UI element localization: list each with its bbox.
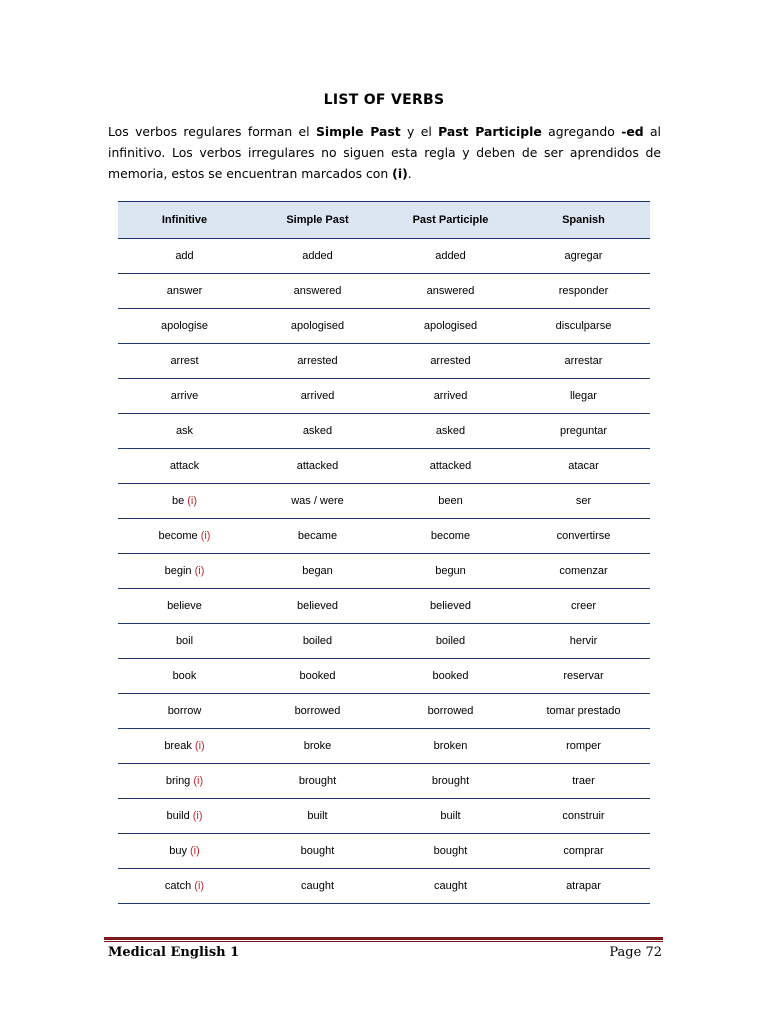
table-row [118, 344, 650, 379]
infinitive-text: bring [165, 775, 191, 787]
cell-simple-past: broke [251, 729, 384, 764]
cell-infinitive [118, 274, 251, 309]
cell-past-participle: caught [384, 869, 517, 904]
footer-divider [104, 937, 663, 940]
cell-infinitive [118, 449, 251, 484]
infinitive-text: catch [164, 880, 192, 892]
verbs-table [118, 201, 650, 904]
table-row [118, 764, 650, 799]
cell-past-participle: booked [384, 659, 517, 694]
cell-spanish: ser [517, 484, 650, 519]
table-row [118, 834, 650, 869]
cell-spanish: arrestar [517, 344, 650, 379]
infinitive-text: add [175, 250, 194, 262]
cell-infinitive [118, 344, 251, 379]
table-row [118, 869, 650, 904]
cell-past-participle: borrowed [384, 694, 517, 729]
cell-past-participle: attacked [384, 449, 517, 484]
footer-page-number: Page 72 [609, 945, 662, 960]
irregular-marker: (i) [194, 565, 205, 577]
table-row [118, 519, 650, 554]
irregular-marker: (i) [194, 880, 205, 892]
infinitive-text: arrest [170, 355, 199, 367]
infinitive-text: begin [164, 565, 192, 577]
cell-spanish: atacar [517, 449, 650, 484]
cell-spanish: tomar prestado [517, 694, 650, 729]
infinitive-text: become [158, 530, 198, 542]
table-row [118, 799, 650, 834]
cell-past-participle: apologised [384, 309, 517, 344]
cell-infinitive [118, 764, 251, 799]
cell-simple-past: booked [251, 659, 384, 694]
intro-text: . [407, 166, 412, 181]
cell-simple-past: asked [251, 414, 384, 449]
table-row [118, 554, 650, 589]
cell-simple-past: added [251, 239, 384, 274]
infinitive-text: apologise [160, 320, 209, 332]
cell-simple-past: bought [251, 834, 384, 869]
cell-past-participle: boiled [384, 624, 517, 659]
cell-simple-past: borrowed [251, 694, 384, 729]
cell-spanish: traer [517, 764, 650, 799]
intro-text: al infinitivo. Los verbos irregulares no siguen esta regla y deben de ser aprendidos de memoria, estos se encuentran marcados con [108, 124, 661, 181]
table-header-row [118, 202, 650, 239]
intro-paragraph [108, 121, 661, 184]
cell-spanish: convertirse [517, 519, 650, 554]
cell-spanish: agregar [517, 239, 650, 274]
cell-simple-past: was / were [251, 484, 384, 519]
irregular-marker: (i) [187, 495, 198, 507]
cell-simple-past: built [251, 799, 384, 834]
intro-term-ed: -ed [621, 124, 644, 139]
cell-spanish: atrapar [517, 869, 650, 904]
cell-infinitive [118, 624, 251, 659]
footer-divider-thin [104, 941, 663, 942]
cell-simple-past: caught [251, 869, 384, 904]
cell-spanish: reservar [517, 659, 650, 694]
table-row [118, 694, 650, 729]
cell-spanish: comprar [517, 834, 650, 869]
cell-past-participle: bought [384, 834, 517, 869]
intro-term-past-participle: Past Participle [438, 124, 542, 139]
cell-infinitive [118, 834, 251, 869]
irregular-marker: (i) [193, 775, 204, 787]
infinitive-text: boil [175, 635, 194, 647]
cell-spanish: romper [517, 729, 650, 764]
cell-infinitive [118, 729, 251, 764]
cell-simple-past: attacked [251, 449, 384, 484]
table-row [118, 729, 650, 764]
cell-infinitive [118, 309, 251, 344]
table-row [118, 449, 650, 484]
cell-infinitive [118, 484, 251, 519]
table-row [118, 624, 650, 659]
infinitive-text: believe [167, 600, 202, 612]
cell-spanish: creer [517, 589, 650, 624]
intro-term-irregular-marker: (i) [392, 166, 408, 181]
infinitive-text: borrow [167, 705, 202, 717]
cell-infinitive [118, 519, 251, 554]
cell-infinitive [118, 554, 251, 589]
table-row [118, 589, 650, 624]
cell-simple-past: apologised [251, 309, 384, 344]
cell-simple-past: began [251, 554, 384, 589]
irregular-marker: (i) [190, 845, 200, 857]
cell-infinitive [118, 799, 251, 834]
cell-simple-past: brought [251, 764, 384, 799]
header-infinitive: Infinitive [118, 202, 251, 239]
cell-past-participle: arrested [384, 344, 517, 379]
cell-past-participle: brought [384, 764, 517, 799]
cell-past-participle: built [384, 799, 517, 834]
table-row [118, 274, 650, 309]
cell-simple-past: boiled [251, 624, 384, 659]
table-row [118, 659, 650, 694]
cell-infinitive [118, 869, 251, 904]
cell-infinitive [118, 239, 251, 274]
cell-past-participle: begun [384, 554, 517, 589]
cell-past-participle: become [384, 519, 517, 554]
cell-infinitive [118, 694, 251, 729]
table-row [118, 239, 650, 274]
cell-spanish: construir [517, 799, 650, 834]
cell-past-participle: been [384, 484, 517, 519]
infinitive-text: book [172, 670, 197, 682]
cell-simple-past: became [251, 519, 384, 554]
table-row [118, 309, 650, 344]
page-title: LIST OF VERBS [323, 92, 445, 108]
infinitive-text: ask [175, 425, 194, 437]
irregular-marker: (i) [194, 740, 205, 752]
header-spanish: Spanish [517, 202, 650, 239]
cell-infinitive [118, 659, 251, 694]
cell-past-participle: added [384, 239, 517, 274]
infinitive-text: answer [166, 285, 203, 297]
cell-spanish: preguntar [517, 414, 650, 449]
cell-past-participle: broken [384, 729, 517, 764]
cell-simple-past: arrived [251, 379, 384, 414]
cell-spanish: comenzar [517, 554, 650, 589]
irregular-marker: (i) [192, 810, 203, 822]
cell-past-participle: arrived [384, 379, 517, 414]
intro-text: agregando [541, 124, 622, 139]
cell-spanish: hervir [517, 624, 650, 659]
infinitive-text: arrive [170, 390, 199, 402]
infinitive-text: build [166, 810, 190, 822]
cell-past-participle: asked [384, 414, 517, 449]
table-row [118, 414, 650, 449]
table-row [118, 484, 650, 519]
cell-spanish: responder [517, 274, 650, 309]
cell-spanish: disculparse [517, 309, 650, 344]
footer-course-title: Medical English 1 [108, 945, 240, 960]
intro-text: y el [400, 124, 439, 139]
intro-term-simple-past: Simple Past [315, 124, 401, 139]
cell-past-participle: answered [384, 274, 517, 309]
cell-infinitive [118, 379, 251, 414]
infinitive-text: be [171, 495, 185, 507]
header-past-participle: Past Participle [384, 202, 517, 239]
infinitive-text: attack [169, 460, 200, 472]
table-row [118, 379, 650, 414]
cell-simple-past: arrested [251, 344, 384, 379]
cell-infinitive [118, 589, 251, 624]
cell-spanish: llegar [517, 379, 650, 414]
cell-simple-past: believed [251, 589, 384, 624]
header-simple-past: Simple Past [251, 202, 384, 239]
infinitive-text: buy [169, 845, 187, 857]
irregular-marker: (i) [200, 530, 211, 542]
cell-past-participle: believed [384, 589, 517, 624]
cell-simple-past: answered [251, 274, 384, 309]
cell-infinitive [118, 414, 251, 449]
infinitive-text: break [164, 740, 192, 752]
intro-text: Los verbos regulares forman el [108, 124, 316, 139]
table-body [118, 239, 650, 904]
